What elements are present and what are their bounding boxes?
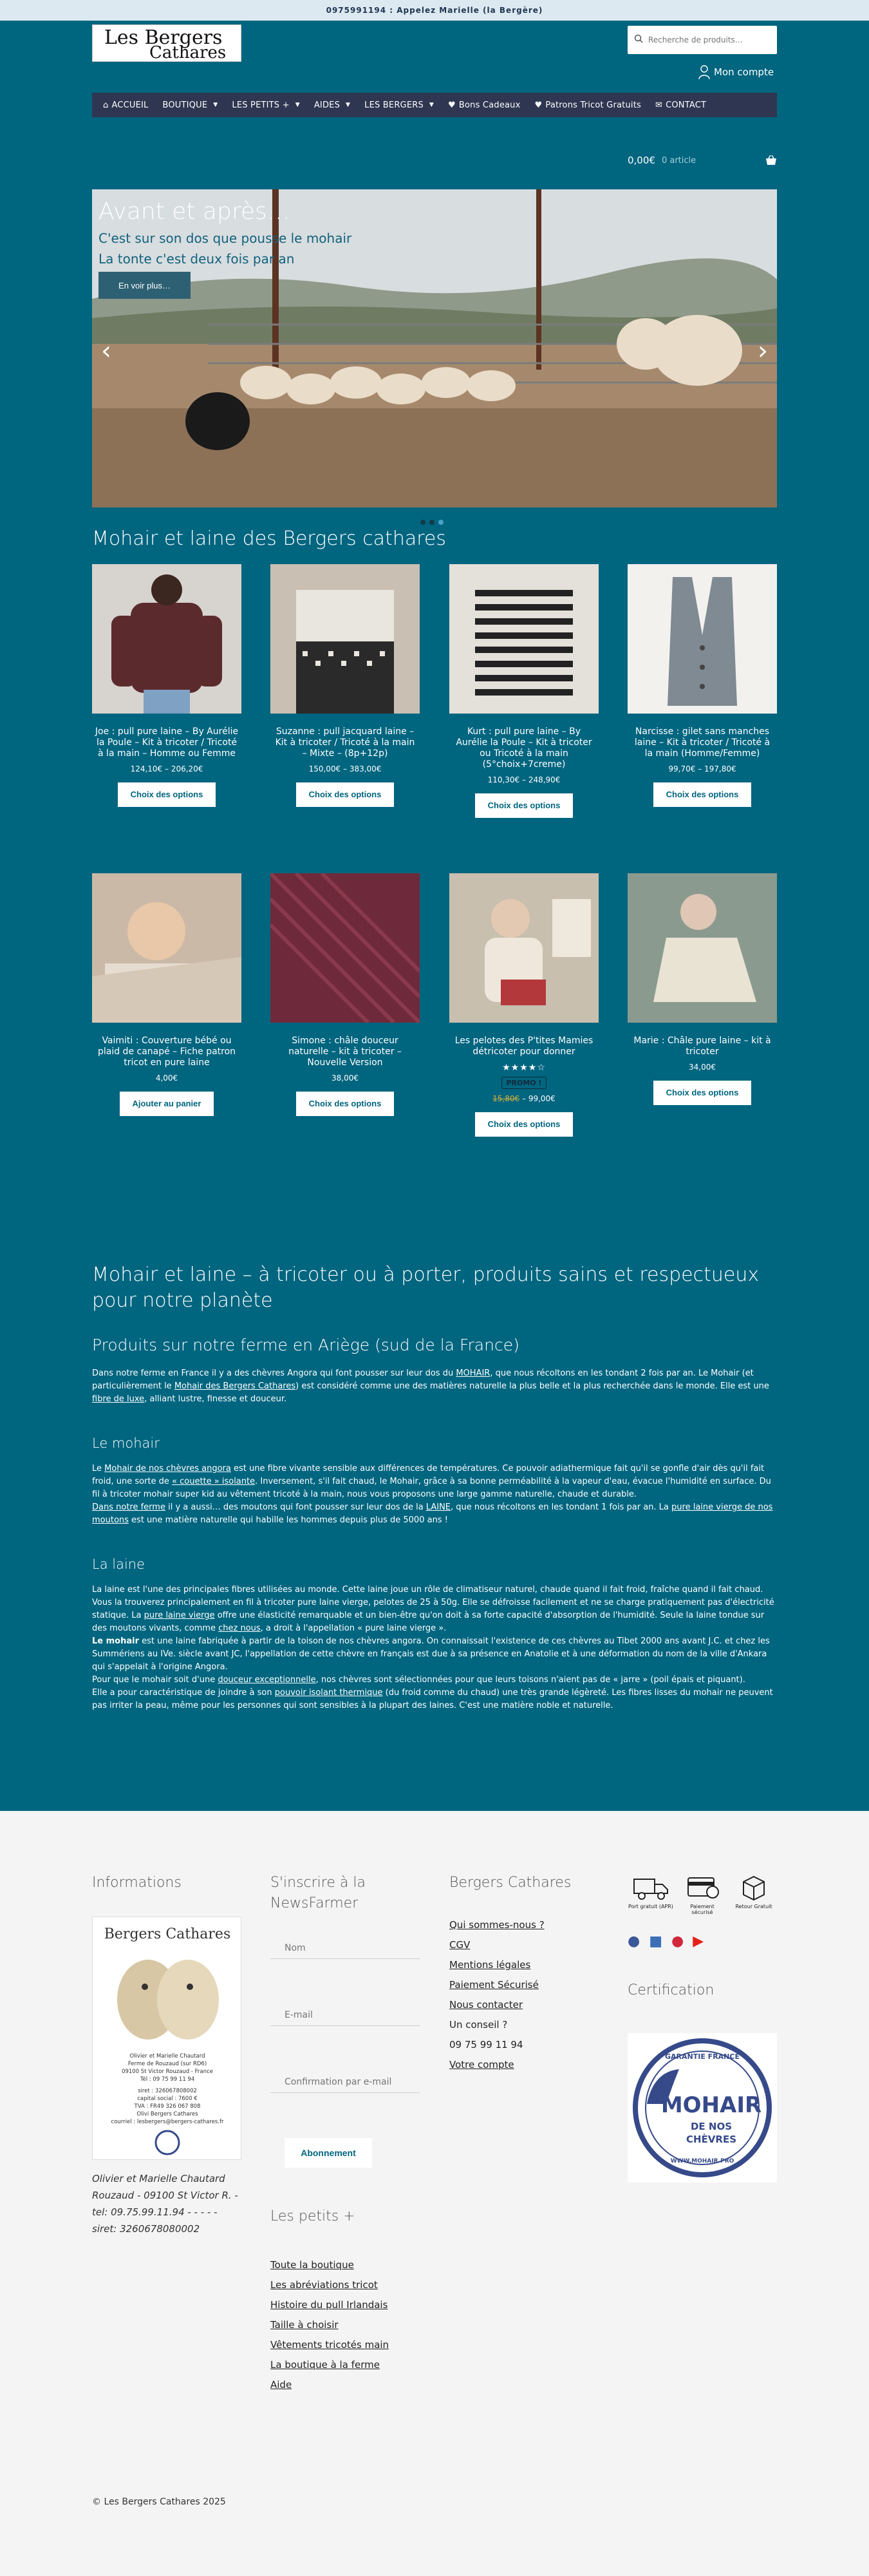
service-badges: [628, 1873, 777, 1915]
add-to-cart-button[interactable]: Ajouter au panier: [120, 1092, 214, 1116]
footer-link[interactable]: Toute la boutique: [270, 2259, 354, 2271]
product-price: 4,00€: [155, 1074, 178, 1083]
footer-newsletter: [270, 1873, 420, 2395]
product-card: [628, 564, 777, 807]
product-image[interactable]: [628, 564, 777, 714]
main-navigation: [92, 93, 777, 117]
product-name[interactable]: Simone : châle douceur naturelle – kit à tricoter – Nouvelle Version: [288, 1036, 402, 1068]
chevron-down-icon: ▼: [429, 102, 434, 108]
choose-options-button[interactable]: Choix des options: [118, 782, 216, 807]
mohair-heading: Le mohair: [92, 1435, 160, 1451]
mohair-chevres-link[interactable]: Mohair de nos chèvres angora: [104, 1464, 231, 1473]
fibre-luxe-link[interactable]: fibre de luxe: [92, 1394, 145, 1404]
cart-total: 0,00€: [628, 155, 655, 166]
top-announcement-bar: [0, 0, 869, 21]
nav-label: BOUTIQUE: [162, 100, 208, 110]
heart-icon: ♥: [448, 100, 456, 110]
footer-link[interactable]: Qui sommes-nous ?: [449, 1919, 545, 1931]
mohair-link[interactable]: MOHAIR: [456, 1368, 491, 1378]
laine-link[interactable]: LAINE: [425, 1502, 451, 1512]
slider-prev-arrow[interactable]: ‹: [101, 336, 111, 366]
footer-heading: Les petits +: [270, 2208, 355, 2224]
product-price: 38,00€: [332, 1074, 359, 1083]
footer-heading: Bergers Cathares: [449, 1875, 572, 1891]
notre-ferme-link[interactable]: Dans notre ferme: [92, 1502, 165, 1512]
facebook-icon[interactable]: ●: [628, 1933, 640, 1949]
product-card: [92, 564, 241, 807]
heart-icon: ♥: [534, 100, 543, 110]
cart-summary[interactable]: [628, 155, 777, 166]
slide-cta-button[interactable]: En voir plus…: [98, 272, 191, 299]
footer-link[interactable]: Aide: [270, 2379, 292, 2391]
footer-link[interactable]: Taille à choisir: [270, 2319, 339, 2331]
slider-next-arrow[interactable]: ›: [758, 336, 768, 366]
nav-label: AIDES: [313, 100, 341, 110]
conseil-label: Un conseil ?: [449, 2019, 508, 2031]
slider-dot-active[interactable]: [438, 520, 444, 525]
badge-label: Paiement sécurisé: [690, 1904, 715, 1915]
product-card: [449, 564, 599, 818]
product-name[interactable]: Les pelotes des P'tites Mamies détricoter pour donner: [454, 1036, 593, 1057]
product-price: 124,10€ – 206,20€: [130, 764, 203, 773]
product-image[interactable]: [449, 564, 599, 714]
mail-icon: ✉: [655, 100, 663, 110]
chez-nous-link[interactable]: chez nous: [218, 1624, 261, 1633]
product-image[interactable]: [270, 564, 420, 714]
product-price: 99,70€ – 197,80€: [668, 764, 736, 773]
logo-line-1: Les Bergers: [104, 26, 223, 49]
intro-article: [92, 1262, 777, 1712]
product-card: [92, 873, 241, 1116]
choose-options-button[interactable]: Choix des options: [653, 1081, 752, 1105]
account-label: Mon compte: [714, 66, 774, 78]
chevron-down-icon: ▼: [213, 102, 218, 108]
footer-link[interactable]: Paiement Sécurisé: [449, 1979, 539, 1991]
farm-card-title: Bergers Cathares: [104, 1926, 231, 1942]
social-links: [628, 1933, 777, 1949]
footer-link[interactable]: Votre compte: [449, 2059, 514, 2070]
secure-payment-badge: [679, 1873, 725, 1915]
article-paragraph: La laine est l'une des principales fibres utilisées au monde. Cette laine joue un rôle de climatiseur naturel, chaude quand il fait froid, fraîche quand il fait chaud. Vous la trouverez principalement en fil à tricoter pure laine vierge, pelotes de 25 à 50g. Elle se défroisse facilement et ne se charge pratiquement pas d'électricité statique. La pure laine vierge offre une élasticité remarquable et un bien-être qu'on doit à sa forte capacité d'absorption de l'humidité. Seule la laine tondue sur des moutons vivants, comme chez nous, a droit à l'appellation « pure laine vierge ».: [92, 1585, 774, 1633]
free-shipping-badge: [628, 1873, 674, 1915]
product-price: 150,00€ – 383,00€: [308, 764, 382, 773]
product-card: [270, 873, 420, 1116]
nav-label: Patrons Tricot Gratuits: [545, 100, 641, 110]
nav-label: ACCUEIL: [111, 100, 149, 110]
products-section-title: Mohair et laine des Bergers cathares: [92, 527, 446, 550]
slider-dot[interactable]: [429, 520, 434, 525]
search-input[interactable]: [648, 31, 771, 49]
home-icon: ⌂: [103, 100, 109, 110]
product-price: 34,00€: [689, 1063, 716, 1072]
article-title: Mohair et laine – à tricoter ou à porter, produits sains et respectueux pour notre planète: [92, 1264, 760, 1312]
footer-link[interactable]: Mentions légales: [449, 1959, 531, 1971]
announcement-text: 0975991194 : Appelez Marielle (la Bergère): [326, 6, 543, 15]
newsletter-name-field[interactable]: [270, 1937, 420, 1959]
footer-badges: [628, 1873, 777, 2183]
farm-card-details: Olivier et Marielle Chautard Ferme de Rouzaud (sur RD6) 09100 St Victor Rouzaud - France Tél : 09 75 99 11 94 siret : 326067808002 capital social : 7600 € TVA : FR49 326 067 808 Olivi Bergers Cathares courriel : lesbergers@bergers-cathares.fr: [111, 2053, 224, 2125]
footer-link[interactable]: Vêtements tricotés main: [270, 2339, 389, 2351]
phone-number: 09 75 99 11 94: [449, 2039, 523, 2050]
promo-badge: PROMO !: [501, 1077, 546, 1089]
choose-options-button[interactable]: Choix des options: [475, 1112, 574, 1137]
slide-title: Avant et après…: [98, 198, 290, 225]
bergers-links: [449, 1915, 599, 2075]
seal-sub-text-2: CHÈVRES: [686, 2134, 737, 2145]
nav-item-patrons-tricot[interactable]: [528, 100, 648, 110]
footer-heading: Informations: [92, 1875, 182, 1891]
nav-item-les-petits[interactable]: [225, 100, 306, 110]
nav-item-boutique[interactable]: [155, 100, 225, 110]
pure-laine-vierge-link[interactable]: pure laine vierge: [144, 1611, 215, 1620]
free-return-badge: [731, 1873, 777, 1915]
article-paragraph: Dans notre ferme en France il y a des chèvres Angora qui font pousser sur leur dos du MOHAIR, que nous récoltons en les tondant 2 fois par an. Le Mohair (et particulièrement le Mohair des Bergers Cathares) est considéré comme une des matières naturelle la plus belle et la plus recherchée dans le monde. Elle est une fibre de luxe, alliant lustre, finesse et douceur.: [92, 1368, 769, 1404]
product-card: [449, 873, 599, 1137]
footer-informations: [92, 1873, 241, 2237]
search-icon: [634, 34, 643, 43]
newsletter-email-field[interactable]: [270, 2004, 420, 2026]
article-subtitle: Produits sur notre ferme en Ariège (sud de la France): [92, 1336, 519, 1354]
article-paragraph: Dans notre ferme il y a aussi… des moutons qui font pousser sur leur dos de la LAINE, que nous récoltons en les tondant 1 fois par an. La pure laine vierge de nos moutons est une matière naturelle qui habille les hommes depuis plus de 5000 ans !: [92, 1502, 773, 1525]
product-name[interactable]: Marie : Châle pure laine – kit à tricoter: [633, 1036, 771, 1057]
slide-subtitle-1: C'est sur son dos que pousse le mohair: [98, 231, 352, 246]
product-name[interactable]: Joe : pull pure laine – By Aurélie la Poule – Kit à tricoter / Tricoté à la main – Homme ou Femme: [95, 726, 239, 759]
farm-address: Olivier et Marielle Chautard Rouzaud - 09100 St Victor R. - tel: 09.75.99.11.94 - - - - - siret: 3260678080002: [92, 2173, 238, 2235]
choose-options-button[interactable]: Choix des options: [475, 793, 574, 818]
mohair-bergers-link[interactable]: Mohair des Bergers Cathares: [174, 1381, 296, 1391]
user-icon: [698, 64, 710, 80]
douceur-link[interactable]: douceur exceptionnelle: [218, 1675, 316, 1685]
youtube-icon[interactable]: ▶: [693, 1933, 704, 1949]
product-card: [270, 564, 420, 807]
product-card: [628, 873, 777, 1105]
slider-pagination: [420, 520, 444, 525]
nav-item-accueil[interactable]: [96, 100, 155, 110]
footer-bergers: [449, 1873, 599, 2075]
seal-url-text: WWW.MOHAIR.PRO: [670, 2158, 734, 2164]
goats-illustration: [109, 1948, 225, 2045]
nav-item-aides[interactable]: [307, 100, 357, 110]
footer-link[interactable]: La boutique à la ferme: [270, 2359, 380, 2371]
nav-label: CONTACT: [666, 100, 707, 110]
site-footer: [0, 1811, 869, 2576]
footer-heading: Certification: [628, 1982, 715, 1998]
les-petits-links: [270, 2255, 420, 2395]
nav-label: LES PETITS +: [232, 100, 290, 110]
rating-stars: ★★★★☆: [502, 1063, 546, 1073]
product-image[interactable]: [92, 564, 241, 714]
seal-main-text: MOHAIR: [660, 2092, 762, 2118]
product-name[interactable]: Vaimiti : Couverture bébé ou plaid de canapé – Fiche patron tricot en pure laine: [97, 1036, 236, 1068]
choose-options-button[interactable]: Choix des options: [296, 782, 395, 807]
farm-card-image: [92, 1917, 241, 2160]
badge-label: Retour Gratuit: [735, 1904, 772, 1909]
newsletter-confirm-email-field[interactable]: [270, 2071, 420, 2093]
product-image[interactable]: [270, 873, 420, 1023]
isolant-thermique-link[interactable]: pouvoir isolant thermique: [274, 1688, 383, 1698]
instagram-icon[interactable]: ■: [649, 1933, 662, 1949]
cart-count: 0 article: [661, 155, 696, 166]
nav-item-contact[interactable]: [648, 100, 713, 110]
credit-card-icon: [684, 1873, 720, 1901]
product-price: 110,30€ – 248,90€: [487, 775, 561, 784]
article-paragraph: Pour que le mohair soit d'une douceur exceptionnelle, nos chèvres sont sélectionnées pour que leurs toisons n'aient pas de « jarre » (poil épais et piquant).: [92, 1675, 745, 1685]
logo-line-2: Cathares: [149, 43, 227, 62]
choose-options-button[interactable]: Choix des options: [653, 782, 752, 807]
slider-dot[interactable]: [420, 520, 425, 525]
slide-subtitle-2: La tonte c'est deux fois par an: [98, 251, 295, 267]
laine-heading: La laine: [92, 1557, 145, 1572]
footer-heading: S'inscrire à la NewsFarmer: [270, 1875, 366, 1911]
footer-link[interactable]: Histoire du pull Irlandais: [270, 2299, 388, 2311]
product-image[interactable]: [449, 873, 599, 1023]
nav-item-les-bergers[interactable]: [357, 100, 441, 110]
chevron-down-icon: ▼: [346, 102, 351, 108]
shopping-basket-icon: [765, 155, 777, 166]
product-name[interactable]: Suzanne : pull jacquard laine – Kit à tricoter / Tricoté à la main – Mixte – (8p+12p): [275, 726, 415, 759]
pinterest-icon[interactable]: ●: [671, 1933, 684, 1949]
product-price: 15,80€ – 99,00€: [492, 1094, 556, 1103]
product-search: [628, 26, 777, 54]
choose-options-button[interactable]: Choix des options: [296, 1092, 395, 1116]
seal-sub-text-1: DE NOS: [690, 2121, 733, 2132]
footer-link[interactable]: CGV: [449, 1939, 471, 1951]
article-paragraph: Le mohair est une laine fabriquée à partir de la toison de nos chèvres angora. On connaissait l'existence de ces chèvres au Tibet 2000 ans avant J.C. et chez les Summériens au IVe. siècle avant JC, l'appellation de cette chèvre en français est due à sa présence en Anatolie et à une déformation du nom de la ville d'Ankara qui s'appelait à l'origine Angora.: [92, 1636, 770, 1672]
nav-item-bons-cadeaux[interactable]: [441, 100, 527, 110]
footer-link[interactable]: Nous contacter: [449, 1999, 523, 2011]
product-image[interactable]: [628, 873, 777, 1023]
hero-slider: [92, 189, 777, 507]
product-image[interactable]: [92, 873, 241, 1023]
badge-label: Port gratuit (APR): [628, 1904, 673, 1909]
footer-link[interactable]: Les abréviations tricot: [270, 2279, 378, 2291]
copyright: © Les Bergers Cathares 2025: [92, 2497, 226, 2507]
chevron-down-icon: ▼: [295, 102, 300, 108]
article-paragraph: Elle a pour caractéristique de joindre à son pouvoir isolant thermique (du froid comme du chaud) une très grande légèreté. Les fibres lisses du mohair ne peuvent pas irriter la peau, même pour les personnes qui sont sensibles à la plupart des laines. C'est une matière noble et naturelle.: [92, 1688, 773, 1710]
pure-laine-moutons-link[interactable]: pure laine vierge de nos moutons: [92, 1502, 773, 1525]
mohair-certification-seal[interactable]: [628, 2033, 777, 2183]
product-name[interactable]: Kurt : pull pure laine – By Aurélie la Poule – Kit à tricoter ou Tricoté à la main (5°choix+7creme): [456, 726, 592, 770]
price-range-start: 15,80€: [492, 1094, 520, 1103]
nav-label: Bons Cadeaux: [458, 100, 521, 110]
price-range-end: 99,00€: [528, 1094, 556, 1103]
article-paragraph: Le Mohair de nos chèvres angora est une fibre vivante sensible aux différences de températures. Ce pouvoir adiathermique fait qu'il se gonfle d'air dès qu'il fait froid, une sorte de « couette » isolante. Inversement, s'il fait chaud, le Mohair, grâce à sa bonne perméabilité à la vapeur d'eau, évacue l'humidité en surface. Du fil à tricoter mohair super kid au vêtement tricoté à la main, nous vous proposons une large gamme naturelle, chaude et durable.: [92, 1464, 771, 1499]
couette-isolante-link[interactable]: « couette » isolante: [172, 1477, 256, 1486]
truck-icon: [633, 1873, 669, 1901]
account-link[interactable]: [698, 64, 774, 80]
newsletter-subscribe-button[interactable]: Abonnement: [285, 2138, 372, 2168]
site-logo[interactable]: [92, 24, 241, 62]
mohair-logo-small: [151, 2130, 184, 2155]
product-name[interactable]: Narcisse : gilet sans manches laine – Kit à tricoter / Tricoté à la main (Homme/Femme): [634, 726, 771, 759]
nav-label: LES BERGERS: [364, 100, 424, 110]
return-box-icon: [736, 1873, 772, 1901]
main-content: [0, 21, 869, 1811]
seal-top-text: GARANTIE FRANCE: [665, 2052, 740, 2061]
